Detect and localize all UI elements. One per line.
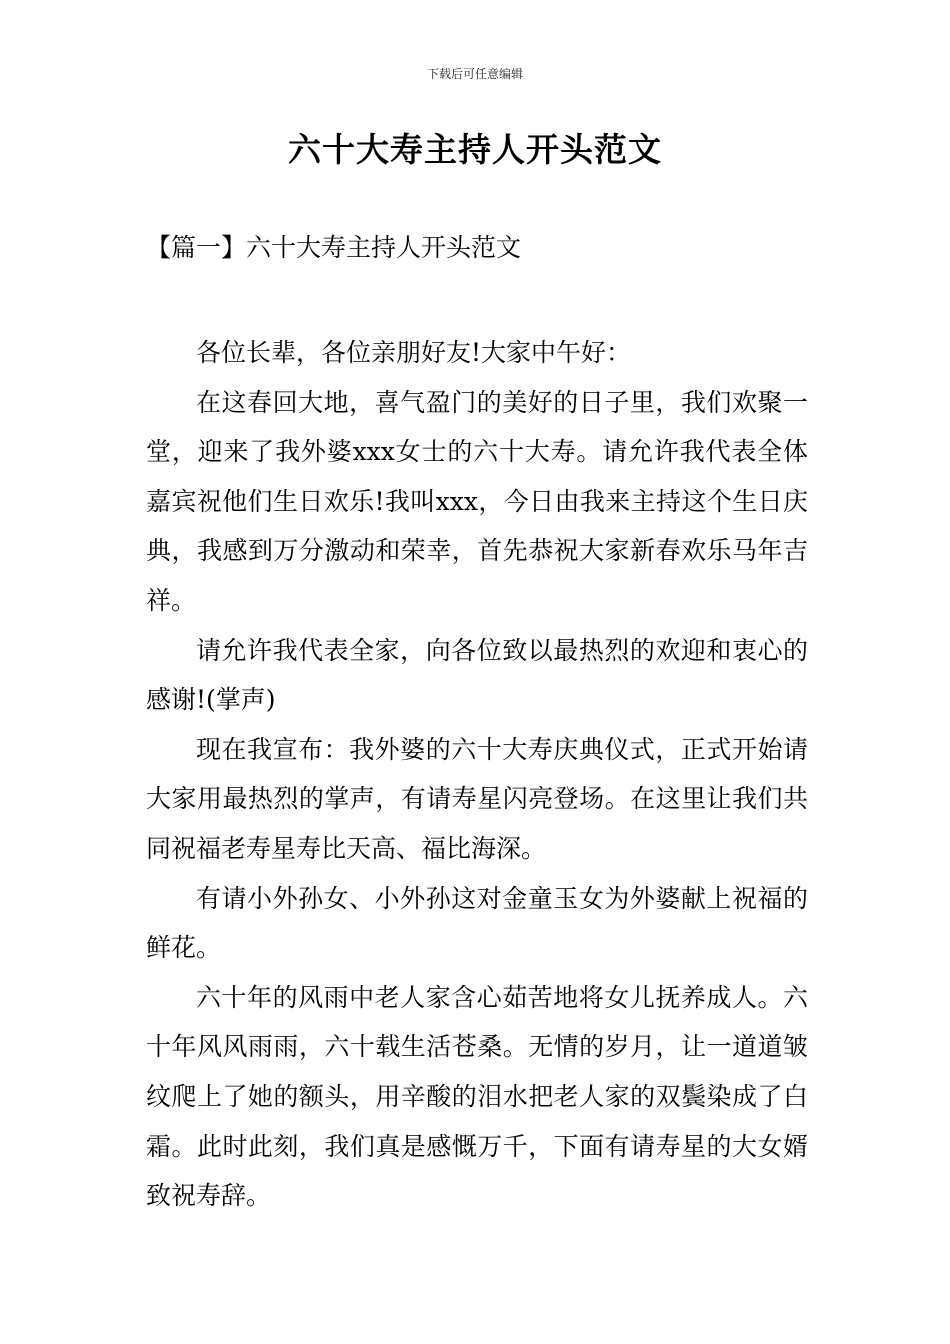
- paragraph-greeting: 各位长辈，各位亲朋好友!大家中午好：: [196, 338, 632, 367]
- header-note: 下载后可任意编辑: [426, 67, 523, 81]
- paragraph-opening: 在这春回大地，喜气盈门的美好的日子里，我们欢聚一堂，迎来了我外婆xxx女士的六十大寿。请允许我代表全体嘉宾祝他们生日欢乐!我叫xxx，今日由我来主持这个生日庆典，我感到万分激动和荣幸，首先恭祝大家新春欢乐马年吉祥。: [146, 387, 808, 615]
- paragraph-announcement: 现在我宣布：我外婆的六十大寿庆典仪式，正式开始请大家用最热烈的掌声，有请寿星闪亮登场。在这里让我们共同祝福老寿星寿比天高、福比海深。: [146, 734, 808, 863]
- paragraph-welcome: 请允许我代表全家，向各位致以最热烈的欢迎和衷心的感谢!(掌声): [146, 635, 808, 715]
- document-title: 六十大寿主持人开头范文: [288, 130, 662, 169]
- paragraph-flowers: 有请小外孙女、小外孙这对金童玉女为外婆献上祝福的鲜花。: [146, 883, 808, 963]
- document-body: [146, 328, 808, 1221]
- section-heading: 【篇一】六十大寿主持人开头范文: [146, 233, 522, 262]
- paragraph-tribute: 六十年的风雨中老人家含心茹苦地将女儿抚养成人。六十年风风雨雨，六十载生活苍桑。无情的岁月，让一道道皱纹爬上了她的额头，用辛酸的泪水把老人家的双鬓染成了白霜。此时此刻，我们真是感慨万千，下面有请寿星的大女婿致祝寿辞。: [146, 982, 808, 1211]
